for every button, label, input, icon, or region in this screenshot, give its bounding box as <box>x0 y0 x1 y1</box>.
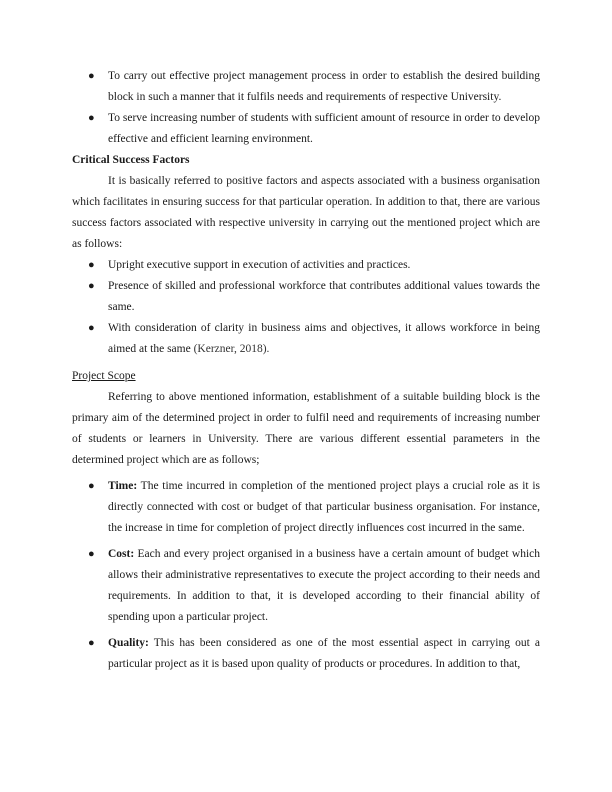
csf-paragraph: It is basically referred to positive factors and aspects associated with a business organisation which facilitates in ensuring success for that particular operation. In addition to that, there are various success factors associated with respective university in carrying out the mentioned project which are as follows: <box>72 175 540 250</box>
csf-list <box>72 255 540 360</box>
list-item: ● To carry out effective project management process in order to establish the desired building block in such a manner that it fulfils needs and requirements of respective University. <box>72 66 540 108</box>
bullet-icon: ● <box>88 70 95 82</box>
scope-parameters-list <box>72 476 540 675</box>
document-page <box>72 66 540 675</box>
bullet-icon: ● <box>88 259 95 271</box>
objectives-list <box>72 66 540 150</box>
list-item: ● To serve increasing number of students with sufficient amount of resource in order to develop effective and efficient learning environment. <box>72 108 540 150</box>
list-item-cost: ● Cost: Each and every project organised in a business have a certain amount of budget which allows their administrative representatives to execute the project according to their needs and requirements. In addition to that, it is developed according to their financial ability of spending upon a particular project. <box>72 544 540 628</box>
critical-success-factors-heading: Critical Success Factors <box>72 154 190 166</box>
bullet-icon: ● <box>88 637 95 649</box>
bullet-icon: ● <box>88 322 95 334</box>
bullet-icon: ● <box>88 548 95 560</box>
list-item: ● Presence of skilled and professional workforce that contributes additional values towards the same. <box>72 276 540 318</box>
list-item: ● With consideration of clarity in business aims and objectives, it allows workforce in being aimed at the same (Kerzner, 2018). <box>72 318 540 360</box>
bullet-icon: ● <box>88 280 95 292</box>
list-item-quality: ● Quality: This has been considered as one of the most essential aspect in carrying out a particular project as it is based upon quality of products or procedures. In addition to that, <box>72 633 540 675</box>
bullet-icon: ● <box>88 112 95 124</box>
project-scope-heading: Project Scope <box>72 370 136 382</box>
scope-paragraph: Referring to above mentioned information, establishment of a suitable building block is the primary aim of the determined project in order to fulfil need and requirements of increasing number of students or learners in University. There are various different essential parameters in the determined project which are as follows; <box>72 391 540 466</box>
citation: (Kerzner, 2018). <box>193 343 270 355</box>
bullet-icon: ● <box>88 480 95 492</box>
list-item: ● Upright executive support in execution of activities and practices. <box>72 255 540 276</box>
list-item-time: ● Time: The time incurred in completion of the mentioned project plays a crucial role as it is directly connected with cost or budget of that particular business organisation. For instance, the increase in time for completion of project directly influences cost incurred in the same. <box>72 476 540 539</box>
